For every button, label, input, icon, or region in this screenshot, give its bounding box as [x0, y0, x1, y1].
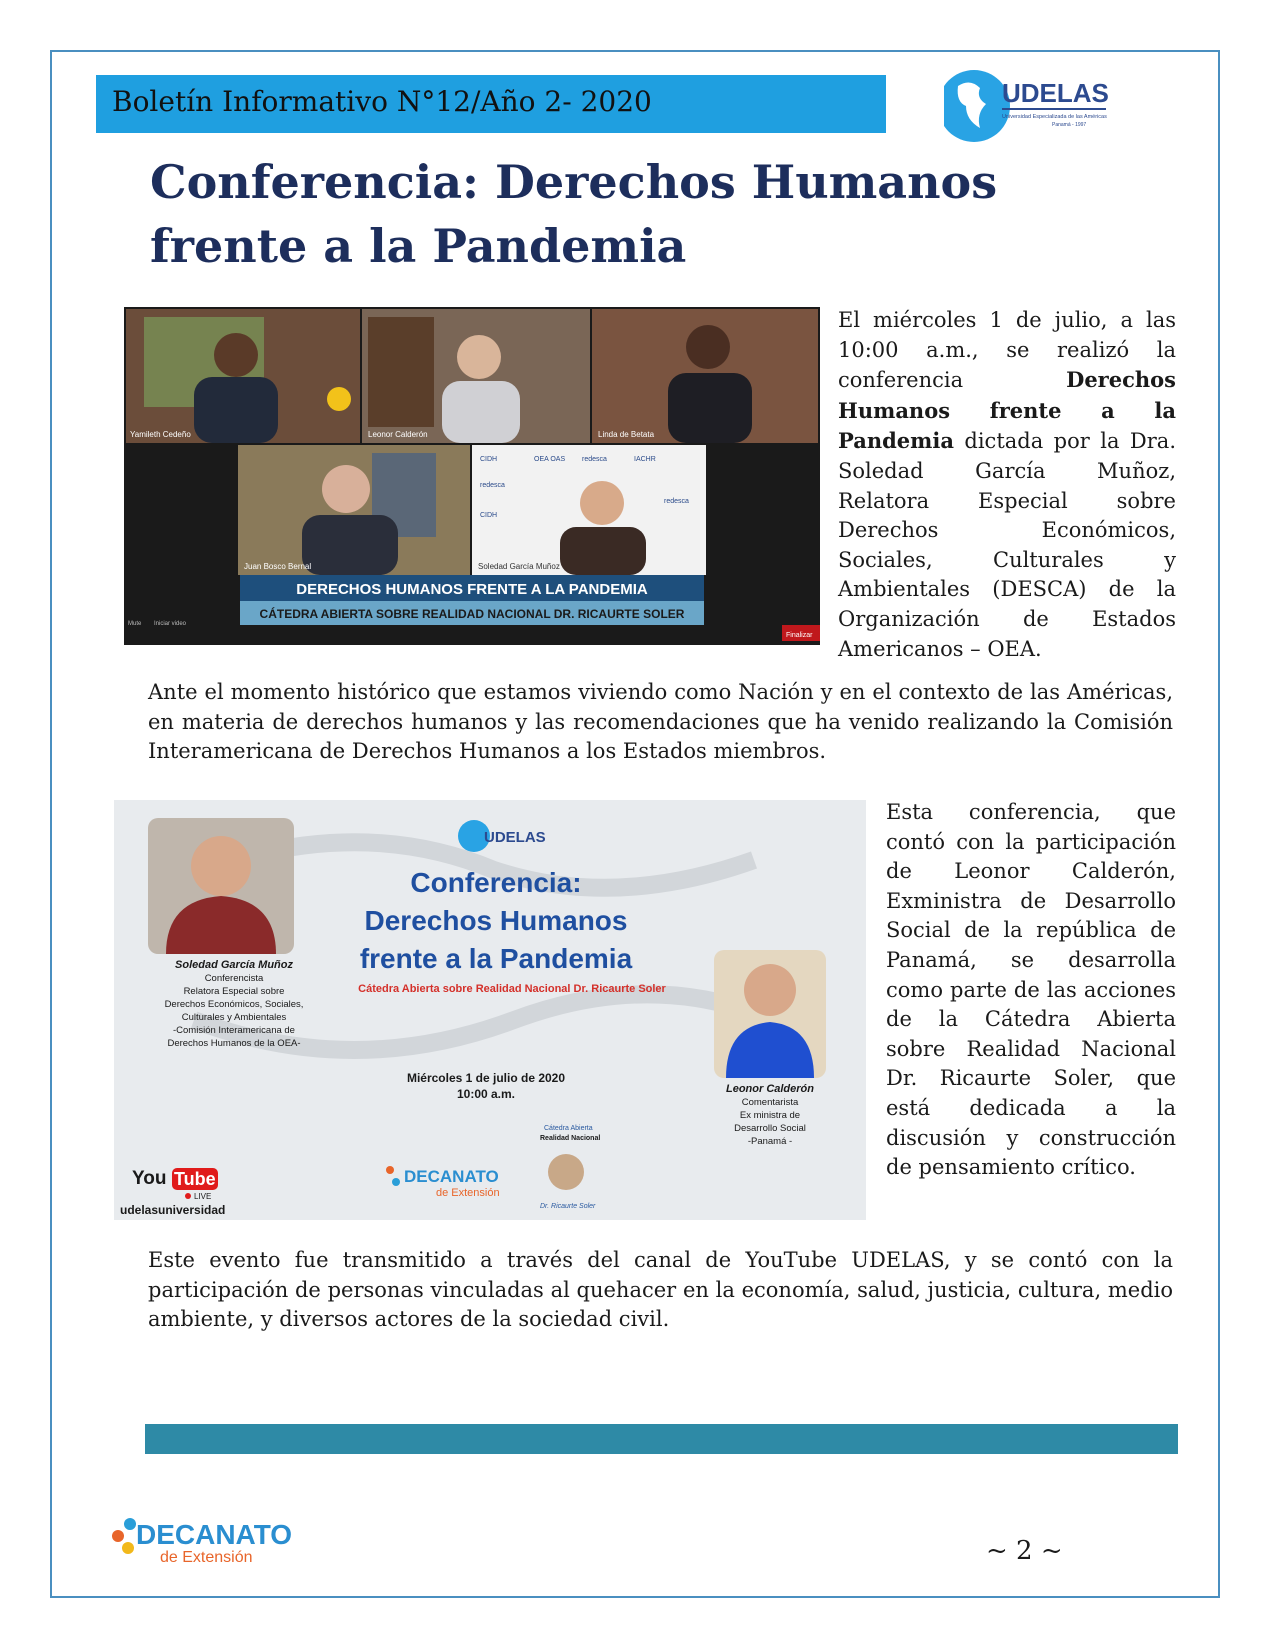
logo-rule	[1002, 108, 1106, 110]
event-time: 10:00 a.m.	[456, 1087, 516, 1101]
bulletin-title: Boletín Informativo N°12/Año 2- 2020	[112, 85, 652, 118]
event-date: Miércoles 1 de julio de 2020	[406, 1071, 566, 1085]
udelas-logo	[944, 58, 1124, 148]
poster-decanato: DECANATO	[404, 1167, 499, 1186]
decanato-person-icon	[392, 1178, 400, 1186]
backdrop-logo: IACHR	[634, 456, 656, 463]
speaker-2-head	[744, 964, 796, 1016]
youtube-tube: Tube	[174, 1169, 216, 1189]
poster-subheading: Cátedra Abierta sobre Realidad Nacional Dr. Ricaurte Soler	[358, 983, 666, 995]
backdrop-logo: redesca	[664, 498, 689, 505]
speaker-2-name: Leonor Calderón	[725, 1083, 815, 1095]
soler-signature: Dr. Ricaurte Soler	[540, 1203, 596, 1210]
speaker-2-line: Ex ministra de	[739, 1110, 801, 1121]
participation-paragraph: Esta conferencia, que contó con la participación de Leonor Calderón, Exministra de Desarrollo Social de la república de Panamá, se desarrolla como parte de las acciones de la Cátedra Abierta sobre Realidad Nacional Dr. Ricaurte Soler, que está dedicada a la discusión y construcción de pensamiento crítico.	[886, 800, 1176, 1180]
tile-name-4: Juan Bosco Bernal	[244, 562, 312, 571]
logo-text: UDELAS	[1002, 78, 1109, 108]
backdrop-logo: CIDH	[480, 512, 498, 519]
banner-line-2: CÁTEDRA ABIERTA SOBRE REALIDAD NACIONAL DR. RICAURTE SOLER	[259, 607, 685, 621]
mute-label: Mute	[128, 621, 142, 627]
tile-name-1: Yamileth Cedeño	[130, 430, 191, 439]
decanato-person-icon	[112, 1530, 124, 1542]
logo-subtitle-2: Panamá - 1997	[1052, 122, 1087, 128]
speaker-2-line: -Panamá -	[747, 1136, 793, 1147]
end-meeting-label: Finalizar	[786, 632, 813, 639]
tile-name-5: Soledad García Muñoz	[478, 562, 560, 571]
decanato-person-icon	[122, 1542, 134, 1554]
speaker-1-name: Soledad García Muñoz	[175, 959, 293, 971]
person-body	[560, 527, 646, 575]
footer-decanato: DECANATO	[136, 1519, 293, 1550]
footer-band	[145, 1424, 1178, 1454]
intro-text-b: dictada por la Dra. Soledad García Muñoz, Relatora Especial sobre Derechos Económicos, Sociales, Culturales y Ambientales (DESCA) de la Organización de Estados Americanos – OEA.	[838, 429, 1176, 661]
poster-heading-3: frente a la Pandemia	[359, 943, 633, 974]
person-head	[686, 325, 730, 369]
youtube-live: LIVE	[194, 1192, 212, 1201]
article-title: Conferencia: Derechos Humanos frente a la Pandemia	[150, 155, 998, 273]
person-head	[214, 333, 258, 377]
live-dot-icon	[185, 1193, 191, 1199]
broadcast-paragraph: Este evento fue transmitido a través del canal de YouTube UDELAS, y se contó con la participación de personas vinculadas al quehacer en la economía, salud, justicia, cultura, medio ambiente, y diversos actores de la sociedad civil.	[148, 1248, 1173, 1332]
speaker-1-line: Derechos Humanos de la OEA-	[167, 1038, 301, 1049]
page-number: ~ 2 ~	[986, 1536, 1063, 1566]
event-poster	[114, 800, 866, 1220]
person-body	[302, 515, 398, 575]
speaker-1-line: Relatora Especial sobre	[183, 986, 285, 997]
zoom-screenshot-photo	[124, 307, 820, 645]
bulletin-header	[96, 75, 886, 133]
channel-name: udelasuniversidad	[120, 1203, 226, 1217]
sunflower-icon	[327, 387, 351, 411]
catedra-line-1: Cátedra Abierta	[544, 1125, 593, 1132]
backdrop-logo: CIDH	[480, 456, 498, 463]
speaker-2-line: Desarrollo Social	[734, 1123, 806, 1134]
video-label: Iniciar video	[154, 621, 187, 627]
backdrop-logo: OEA OAS	[534, 456, 566, 463]
person-body	[668, 373, 752, 443]
intro-paragraph	[838, 306, 1176, 664]
footer-decanato-sub: de Extensión	[160, 1549, 253, 1566]
person-head	[580, 481, 624, 525]
speaker-1-head	[191, 836, 251, 896]
bookshelf	[368, 317, 434, 427]
intro-text-bold: Derechos Humanos frente a la Pandemia	[838, 367, 1176, 454]
decanato-person-icon	[124, 1518, 136, 1530]
catedra-line-2: Realidad Nacional	[540, 1135, 601, 1142]
speaker-1-line: Derechos Económicos, Sociales,	[164, 999, 304, 1010]
poster-logo-text: UDELAS	[484, 829, 546, 846]
soler-portrait	[548, 1154, 584, 1190]
decanato-person-icon	[386, 1166, 394, 1174]
person-head	[457, 335, 501, 379]
backdrop-logo: redesca	[480, 482, 505, 489]
banner-line-1: DERECHOS HUMANOS FRENTE A LA PANDEMIA	[296, 581, 648, 598]
speaker-1-line: Conferencista	[204, 973, 264, 984]
person-head	[322, 465, 370, 513]
logo-subtitle: Universidad Especializada de las Américas	[1002, 114, 1107, 120]
backdrop-logo: redesca	[582, 456, 607, 463]
speaker-1-line: -Comisión Interamericana de	[173, 1025, 295, 1036]
person-body	[194, 377, 278, 443]
youtube-you: You	[132, 1168, 167, 1189]
speaker-2-line: Comentarista	[741, 1097, 799, 1108]
poster-heading-1: Conferencia:	[410, 867, 582, 898]
tile-name-2: Leonor Calderón	[368, 430, 428, 439]
intro-text-a: El miércoles 1 de julio, a las 10:00 a.m., se realizó la conferencia	[838, 308, 1176, 393]
tile-name-3: Linda de Betata	[598, 430, 655, 439]
person-body	[442, 381, 520, 443]
speaker-1-line: Culturales y Ambientales	[181, 1012, 287, 1023]
decanato-logo	[106, 1508, 306, 1568]
poster-decanato-sub: de Extensión	[436, 1187, 500, 1199]
poster-heading-2: Derechos Humanos	[364, 905, 628, 936]
context-paragraph: Ante el momento histórico que estamos viviendo como Nación y en el contexto de las Américas, en materia de derechos humanos y las recomendaciones que ha venido realizando la Comisión Interamericana de Derechos Humanos a los Estados miembros.	[148, 680, 1173, 764]
